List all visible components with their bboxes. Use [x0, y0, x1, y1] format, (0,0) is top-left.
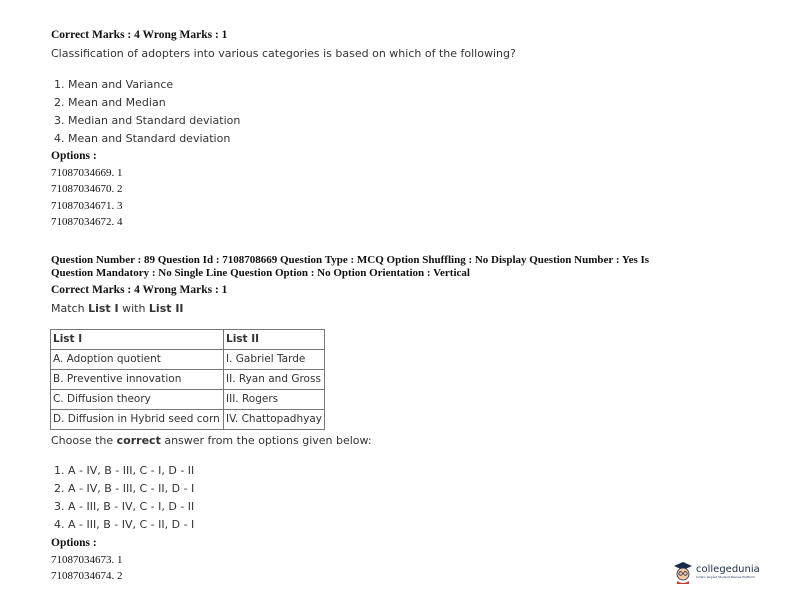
logo-tagline: India's largest Student Review Platform [696, 575, 756, 579]
q1-choice-1: 1. Mean and Variance [54, 78, 174, 91]
logo-name: collegedunia [696, 564, 760, 575]
q1-marks: Correct Marks : 4 Wrong Marks : 1 [51, 29, 228, 41]
table-cell-list-1: B. Preventive innovation [51, 370, 224, 390]
instruction-bold: correct [116, 434, 161, 447]
instruction-suffix: answer from the options given below: [160, 434, 372, 447]
q1-choice-2: 2. Mean and Median [54, 96, 166, 109]
graduate-mascot-icon [672, 560, 694, 584]
table-row [51, 350, 325, 370]
q2-options-label: Options : [51, 537, 97, 549]
table-cell-list-2: II. Ryan and Gross [224, 370, 325, 390]
table-header-list-2: List II [224, 330, 325, 350]
table-cell-list-1: A. Adoption quotient [51, 350, 224, 370]
q1-choice-4: 4. Mean and Standard deviation [54, 132, 231, 145]
table-row [51, 390, 325, 410]
q2-header-line-1: Question Number : 89 Question Id : 7108708669 Question Type : MCQ Option Shuffling : No Display Question Number : Yes Is [51, 254, 650, 266]
table-cell-list-1: D. Diffusion in Hybrid seed corn [51, 410, 224, 430]
q2-instruction [51, 434, 372, 447]
q1-options-label: Options : [51, 150, 97, 162]
q2-choice-2: 2. A - IV, B - III, C - II, D - I [54, 482, 195, 495]
q2-match-instruction [51, 302, 184, 315]
q2-marks: Correct Marks : 4 Wrong Marks : 1 [51, 284, 228, 296]
collegedunia-logo [672, 560, 760, 584]
table-row [51, 370, 325, 390]
q1-option-id-3: 71087034671. 3 [51, 200, 123, 212]
table-cell-list-2: III. Rogers [224, 390, 325, 410]
q2-header-line-2: Question Mandatory : No Single Line Question Option : No Option Orientation : Vertical [51, 267, 470, 279]
q1-choice-3: 3. Median and Standard deviation [54, 114, 241, 127]
instruction-prefix: Choose the [51, 434, 117, 447]
match-table [50, 329, 325, 430]
match-list-1: List I [88, 302, 119, 315]
match-prefix: Match [51, 302, 89, 315]
q1-option-id-4: 71087034672. 4 [51, 216, 123, 228]
table-cell-list-1: C. Diffusion theory [51, 390, 224, 410]
table-cell-list-2: I. Gabriel Tarde [224, 350, 325, 370]
q1-question-text: Classification of adopters into various categories is based on which of the following? [51, 47, 516, 60]
table-header-row [51, 330, 325, 350]
q2-option-id-1: 71087034673. 1 [51, 554, 123, 566]
table-cell-list-2: IV. Chattopadhyay [224, 410, 325, 430]
table-header-list-1: List I [51, 330, 224, 350]
table-row [51, 410, 325, 430]
q1-option-id-2: 71087034670. 2 [51, 183, 123, 195]
q2-choice-3: 3. A - III, B - IV, C - I, D - II [54, 500, 195, 513]
match-list-2: List II [148, 302, 184, 315]
match-with: with [118, 302, 149, 315]
q2-choice-1: 1. A - IV, B - III, C - I, D - II [54, 464, 195, 477]
q2-option-id-2: 71087034674. 2 [51, 570, 123, 582]
q1-option-id-1: 71087034669. 1 [51, 167, 123, 179]
q2-choice-4: 4. A - III, B - IV, C - II, D - I [54, 518, 195, 531]
